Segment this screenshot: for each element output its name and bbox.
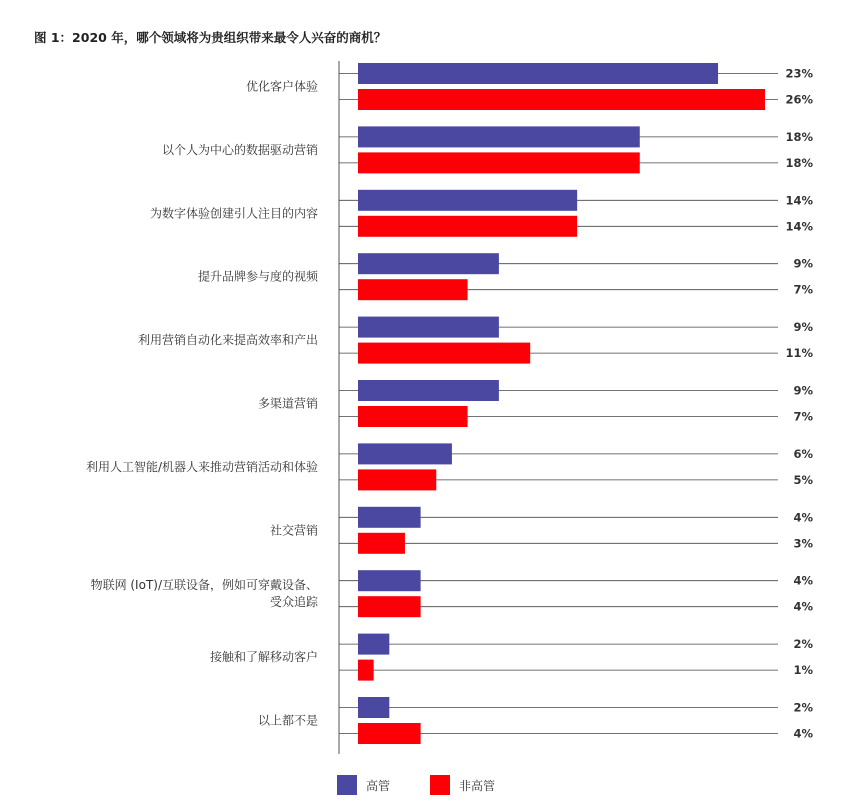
legend-label-executives: 高管	[366, 778, 391, 793]
category-label: 以上都不是	[257, 713, 318, 728]
value-label: 14%	[785, 193, 813, 208]
legend-swatch-executives	[337, 775, 357, 795]
category-label: 优化客户体验	[245, 79, 318, 94]
bar-non-executives	[358, 596, 421, 617]
bar-non-executives	[358, 660, 374, 681]
legend-item-non-executives	[430, 775, 495, 795]
value-label: 14%	[785, 219, 813, 234]
category-label: 多渠道营销	[257, 396, 318, 411]
legend-item-executives	[337, 775, 390, 795]
bar-non-executives	[358, 533, 405, 554]
bar-executives	[358, 443, 452, 464]
category-label: 物联网 (IoT)/互联设备，例如可穿戴设备、	[90, 578, 318, 593]
value-label: 9%	[793, 320, 813, 335]
value-label: 18%	[785, 129, 813, 144]
bar-non-executives	[358, 343, 530, 364]
value-label: 11%	[785, 346, 813, 361]
bar-executives	[358, 697, 389, 718]
category-label: 提升品牌参与度的视频	[197, 269, 318, 284]
value-label: 4%	[793, 573, 813, 588]
bar-executives	[358, 253, 499, 274]
chart-title: 图 1：2020 年，哪个领域将为贵组织带来最令人兴奋的商机？	[34, 30, 387, 45]
category-label: 利用人工智能/机器人来推动营销活动和体验	[85, 459, 318, 474]
value-label: 4%	[793, 599, 813, 614]
bar-executives	[358, 63, 718, 84]
value-label: 3%	[793, 536, 813, 551]
bar-non-executives	[358, 279, 468, 300]
category-label: 社交营销	[269, 523, 318, 538]
value-label: 9%	[793, 383, 813, 398]
value-label: 2%	[793, 637, 813, 652]
bar-executives	[358, 507, 421, 528]
legend-swatch-non-executives	[430, 775, 450, 795]
bar-executives	[358, 634, 389, 655]
value-label: 1%	[793, 663, 813, 678]
value-label: 4%	[793, 510, 813, 525]
bar-non-executives	[358, 469, 436, 490]
bar-executives	[358, 570, 421, 591]
bar-non-executives	[358, 216, 577, 237]
bar-executives	[358, 126, 640, 147]
bar-non-executives	[358, 89, 765, 110]
bar-executives	[358, 380, 499, 401]
bar-non-executives	[358, 723, 421, 744]
value-label: 7%	[793, 282, 813, 297]
category-label: 接触和了解移动客户	[209, 650, 318, 665]
value-label: 18%	[785, 155, 813, 170]
category-label: 以个人为中心的数据驱动营销	[161, 142, 318, 157]
value-label: 6%	[793, 446, 813, 461]
value-label: 26%	[785, 92, 813, 107]
bar-non-executives	[358, 152, 640, 173]
value-label: 5%	[793, 472, 813, 487]
bar-non-executives	[358, 406, 468, 427]
value-label: 23%	[785, 66, 813, 81]
value-label: 7%	[793, 409, 813, 424]
value-label: 2%	[793, 700, 813, 715]
legend-label-non-executives: 非高管	[459, 778, 496, 793]
bar-executives	[358, 190, 577, 211]
value-label: 9%	[793, 256, 813, 271]
category-label: 为数字体验创建引人注目的内容	[149, 206, 318, 221]
legend	[337, 775, 535, 795]
category-label: 利用营销自动化来提高效率和产出	[137, 333, 318, 348]
category-label: 受众追踪	[269, 595, 318, 610]
value-label: 4%	[793, 726, 813, 741]
bar-executives	[358, 317, 499, 338]
